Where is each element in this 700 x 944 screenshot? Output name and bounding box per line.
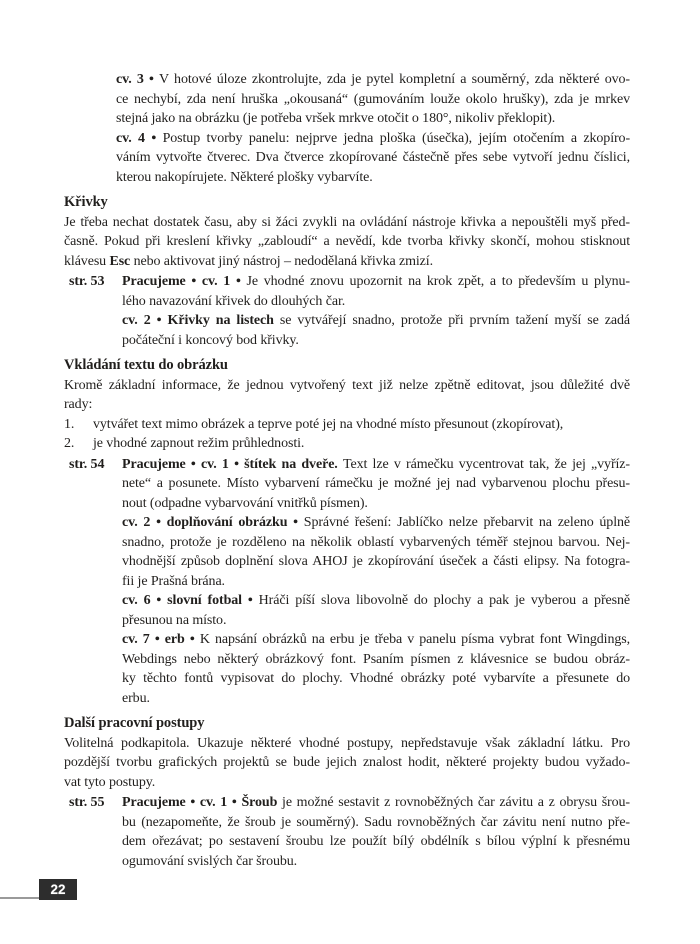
- regular-text: erbu.: [122, 690, 150, 706]
- numbered-list: [64, 415, 630, 454]
- regular-text: nebo aktivovat jiný nástroj – nedodělaná křivka zmizí.: [130, 253, 433, 269]
- bold-text: Pracujeme • cv. 1 •: [122, 274, 247, 289]
- regular-text: K napsání obrázků na erbu je třeba v panelu písma vybrat font Wingdings,: [199, 632, 630, 647]
- regular-text: Správné řešení: Jablíčko nelze přebarvit na zeleno úplně: [303, 515, 630, 530]
- str54-cv7: [122, 630, 630, 708]
- regular-text: Kromě základní informace, že jednou vytvořený text již nelze zpětně editovat, jsou důležité dvě: [64, 377, 630, 393]
- text-line: [122, 813, 630, 833]
- bold-text: Esc: [109, 253, 131, 269]
- text-line: [122, 494, 630, 514]
- regular-text: Text lze v rámečku vycentrovat tak, že jej „vyříz-: [343, 456, 630, 472]
- text-line: [64, 376, 630, 396]
- regular-text: Je vhodné znovu upozornit na krok zpět, a to především u plynu-: [246, 274, 630, 289]
- bold-text: cv. 2 • doplňování obrázku •: [122, 515, 304, 530]
- heading-krivky: Křivky: [64, 194, 108, 210]
- regular-text: vhodnější způsob doplnění slova AHOJ je zkopírování úseček a části elipsy. Na fotogra-: [122, 554, 630, 569]
- regular-text: váním vytvořte čtverec. Dva čtverce zkopírované částečně přes sebe vytvoří jednu číslici,: [116, 150, 630, 165]
- list-item-text: je vhodné zapnout režim průhlednosti.: [93, 436, 305, 451]
- str53-cv2: [122, 311, 630, 350]
- text-line: [122, 793, 630, 813]
- list-item-number: 1.: [64, 416, 75, 432]
- page-ref-block: [64, 793, 630, 871]
- page-ref-content: [122, 272, 630, 350]
- bold-text: cv. 4 •: [116, 130, 163, 146]
- regular-text: Je třeba nechat dostatek času, aby si žáci zvykli na ovládání nástroje křivka a nepouštěli myš před-: [64, 214, 630, 230]
- text-line: [122, 669, 630, 689]
- text-line: [116, 129, 630, 149]
- str54-cv1: [122, 455, 630, 514]
- regular-text: bu (nezapomeňte, že šroub je souměrný). Sadu rovnoběžných čar závitu není nutno pře-: [122, 814, 630, 830]
- regular-text: se vytvářejí snadno, protože při prvním tažení myší se zadá: [273, 313, 630, 328]
- regular-text: Postup tvorby panelu: nejprve jedna ploška (úsečka), jejím otočením a zkopíro-: [162, 130, 630, 146]
- page-number: 22: [50, 882, 66, 897]
- regular-text: vat tyto postupy.: [64, 774, 156, 790]
- body-krivky: [64, 213, 630, 272]
- str54-cv2: [122, 513, 630, 591]
- text-line: [122, 331, 630, 351]
- text-line: [116, 90, 630, 110]
- regular-text: časně. Pokud při kreslení křivky „zabloudí“ a nevědí, kde tvorba křivky skončí, mohou stisknout: [64, 234, 630, 249]
- text-line: [116, 148, 630, 168]
- text-line: [122, 272, 630, 292]
- text-line: [122, 311, 630, 331]
- exercise-block: [64, 70, 630, 187]
- body-vkladani: [64, 376, 630, 415]
- regular-text: ogumování svislých čar šroubu.: [122, 853, 298, 869]
- regular-text: Webdings nebo některý obrázkový font. Psaním písmen z klávesnice se budou obráz-: [122, 651, 630, 667]
- str53-cv1: [122, 272, 630, 311]
- regular-text: snadno, protože je rozděleno na několik oblastí vybarvených téměř stejnou barvou. Nej-: [122, 534, 630, 550]
- page-ref-content: [122, 793, 630, 871]
- text-line: [64, 213, 630, 233]
- page-ref-label: str. 53: [69, 274, 105, 289]
- heading-dalsi-postupy: Další pracovní postupy: [64, 715, 205, 731]
- regular-text: rady:: [64, 397, 93, 412]
- exercise-cv3: [116, 70, 630, 129]
- page-ref-label: str. 54: [69, 456, 105, 472]
- text-line: [64, 753, 630, 773]
- text-line: [122, 474, 630, 494]
- text-line: [64, 232, 630, 252]
- str54-cv6: [122, 591, 630, 630]
- text-line: [122, 292, 630, 312]
- list-item-text: vytvářet text mimo obrázek a teprve poté jej na vhodné místo přesunout (zkopírovat),: [93, 416, 564, 432]
- regular-text: lého navazování křivek do dlouhých čar.: [122, 293, 346, 309]
- regular-text: je možné sestavit z rovnoběžných čar závitu a z obrysu šrou-: [277, 795, 630, 810]
- text-line: [64, 252, 630, 272]
- text-line: [122, 572, 630, 592]
- bold-text: cv. 3 •: [116, 72, 160, 87]
- text-line: [122, 630, 630, 650]
- bold-text: cv. 7 • erb •: [122, 632, 200, 647]
- text-line: [64, 395, 630, 415]
- list-item: [64, 415, 630, 435]
- text-line: [122, 852, 630, 872]
- text-line: [122, 513, 630, 533]
- bold-text: Pracujeme • cv. 1 • štítek na dveře.: [122, 456, 343, 472]
- regular-text: dem ořezávat; po sestavení šroubu lze použít bílý obdélník s bílou výplní k přesnému: [122, 834, 630, 849]
- regular-text: V hotové úloze zkontrolujte, zda je pytel kompletní a souměrný, zda některé ovo-: [159, 72, 630, 87]
- body-dalsi-postupy: [64, 734, 630, 793]
- page-content: [64, 70, 630, 871]
- regular-text: stejná jako na obrázku (je potřeba vršek mrkve otočit o 180°, nikoliv překlopit).: [116, 111, 556, 126]
- list-item-number: 2.: [64, 436, 75, 451]
- heading-vkladani: Vkládání textu do obrázku: [64, 357, 228, 373]
- regular-text: Volitelná podkapitola. Ukazuje některé vhodné postupy, nepředstavuje však základní látku. Pro: [64, 735, 630, 751]
- page-ref-block: [64, 455, 630, 709]
- text-line: [122, 650, 630, 670]
- footer-rule: [0, 897, 39, 899]
- str55-cv1: [122, 793, 630, 871]
- exercise-cv4: [116, 129, 630, 188]
- text-line: [122, 832, 630, 852]
- text-line: [64, 734, 630, 754]
- regular-text: nout (odpadne vybarvování vnitřků písmen).: [122, 495, 368, 511]
- regular-text: počáteční i koncový bod křivky.: [122, 332, 299, 348]
- regular-text: pozdější tvorbu grafických projektů se bude jejich znalost hodit, některé projekty budou vyžado-: [64, 755, 630, 770]
- regular-text: Hráči píší slova libovolně do plochy a pak je vyberou a přesně: [258, 593, 630, 608]
- page-ref-content: [122, 455, 630, 709]
- text-line: [122, 591, 630, 611]
- text-line: [122, 689, 630, 709]
- regular-text: fii je Prašná brána.: [122, 573, 225, 589]
- bold-text: Pracujeme • cv. 1 • Šroub: [122, 795, 278, 810]
- text-line: [122, 533, 630, 553]
- regular-text: klávesu: [64, 253, 110, 269]
- text-line: [122, 455, 630, 475]
- page-ref-block: [64, 272, 630, 350]
- bold-text: cv. 2 • Křivky na listech: [122, 313, 274, 328]
- list-item: [64, 434, 630, 454]
- text-line: [122, 552, 630, 572]
- page-number-badge: [39, 879, 77, 900]
- page-ref-label: str. 55: [69, 795, 105, 810]
- regular-text: ce nechybí, zda není hruška „okousaná“ (gumováním louže okolo hrušky), zda je mrkev: [116, 91, 630, 107]
- text-line: [64, 773, 630, 793]
- regular-text: přesunou na místo.: [122, 612, 227, 628]
- text-line: [116, 109, 630, 129]
- regular-text: nete“ a posunete. Místo vybarvení rámečku je možné jej nad vybarvenou plochu přesu-: [122, 476, 630, 491]
- regular-text: kterou nakopírujete. Některé plošky vybarvíte.: [116, 169, 373, 185]
- text-line: [116, 168, 630, 188]
- text-line: [122, 611, 630, 631]
- text-line: [116, 70, 630, 90]
- regular-text: ky těchto fontů vypisovat do plochy. Vhodné obrázky poté vybarvíte a přesunete do: [122, 671, 630, 686]
- bold-text: cv. 6 • slovní fotbal •: [122, 593, 259, 608]
